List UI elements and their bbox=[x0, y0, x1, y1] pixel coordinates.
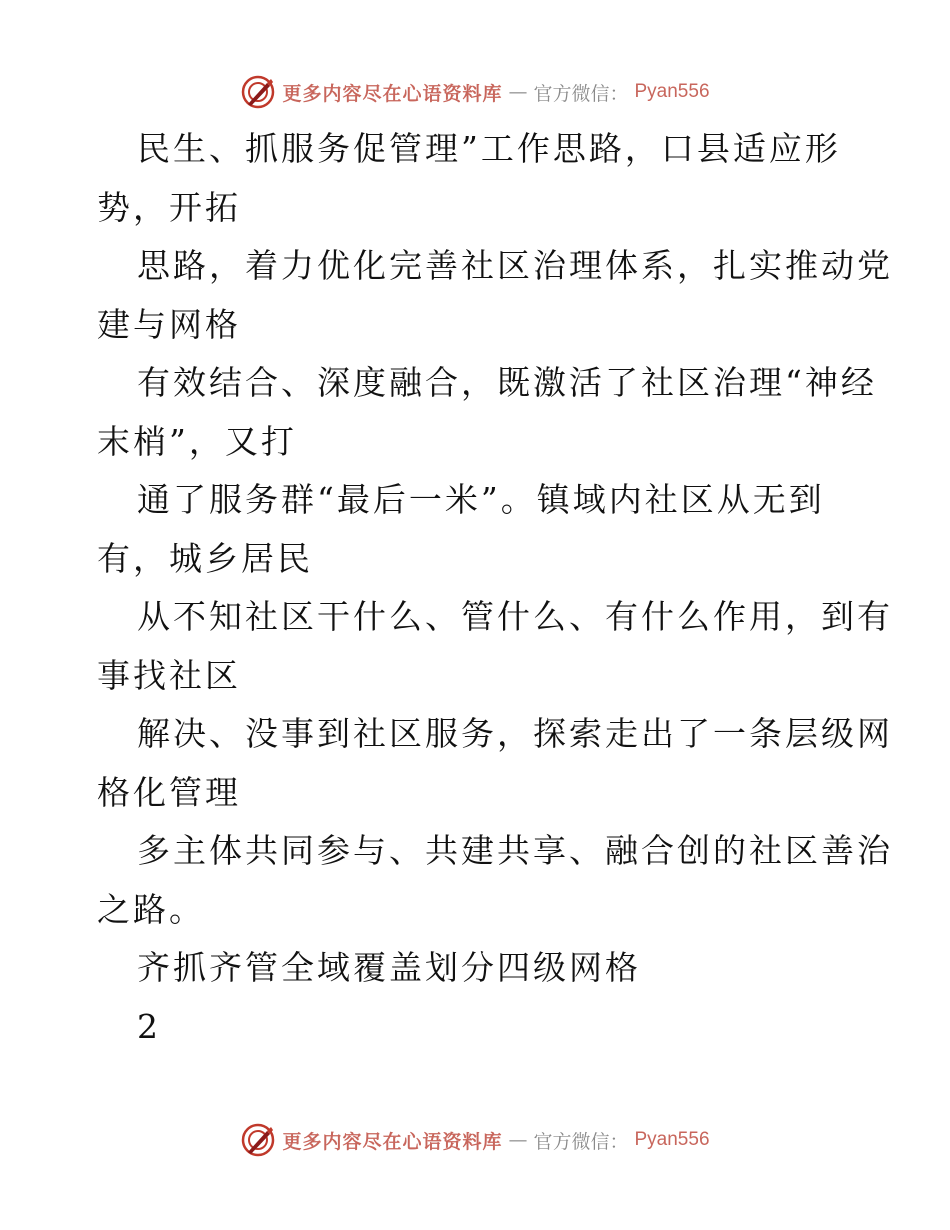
header-contact-label: 官方微信： bbox=[533, 82, 629, 105]
body-line: 有，城乡居民 bbox=[97, 538, 313, 578]
body-line: 格化管理 bbox=[97, 772, 241, 812]
header-banner bbox=[0, 72, 950, 112]
body-line: 有效结合、深度融合，既激活了社区治理“神经 bbox=[137, 363, 877, 402]
page-number: 2 bbox=[137, 1006, 161, 1046]
header-brand-text: 更多内容尽在心语资料库 bbox=[282, 82, 503, 105]
footer-contact-id: Pyan556 bbox=[634, 1129, 710, 1150]
footer-brand-text: 更多内容尽在心语资料库 bbox=[282, 1130, 503, 1153]
body-line: 事找社区 bbox=[97, 655, 241, 695]
logo-icon bbox=[240, 74, 276, 110]
body-line: 思路，着力优化完善社区治理体系，扎实推动党 bbox=[137, 246, 893, 285]
logo-icon bbox=[240, 1122, 276, 1158]
footer-dash: — bbox=[508, 1129, 528, 1151]
header-dash: — bbox=[508, 81, 528, 103]
footer-banner-inner bbox=[240, 1122, 709, 1158]
body-line: 末梢”，又打 bbox=[97, 421, 297, 461]
body-line: 之路。 bbox=[97, 889, 205, 929]
header-banner-inner bbox=[240, 74, 709, 110]
body-line: 通了服务群“最后一米”。镇域内社区从无到 bbox=[137, 480, 825, 519]
footer-banner bbox=[0, 1120, 950, 1160]
document-body bbox=[97, 120, 893, 1056]
body-line: 势，开拓 bbox=[97, 187, 241, 227]
footer-contact-label: 官方微信： bbox=[533, 1130, 629, 1153]
body-line: 多主体共同参与、共建共享、融合创的社区善治 bbox=[137, 831, 893, 870]
header-contact-id: Pyan556 bbox=[634, 81, 710, 102]
body-line: 建与网格 bbox=[97, 304, 241, 344]
body-line: 解决、没事到社区服务，探索走出了一条层级网 bbox=[137, 714, 893, 753]
body-line: 民生、抓服务促管理”工作思路，口县适应形 bbox=[137, 129, 841, 168]
body-line: 从不知社区干什么、管什么、有什么作用，到有 bbox=[137, 597, 893, 636]
section-heading: 齐抓齐管全域覆盖划分四级网格 bbox=[137, 948, 641, 987]
